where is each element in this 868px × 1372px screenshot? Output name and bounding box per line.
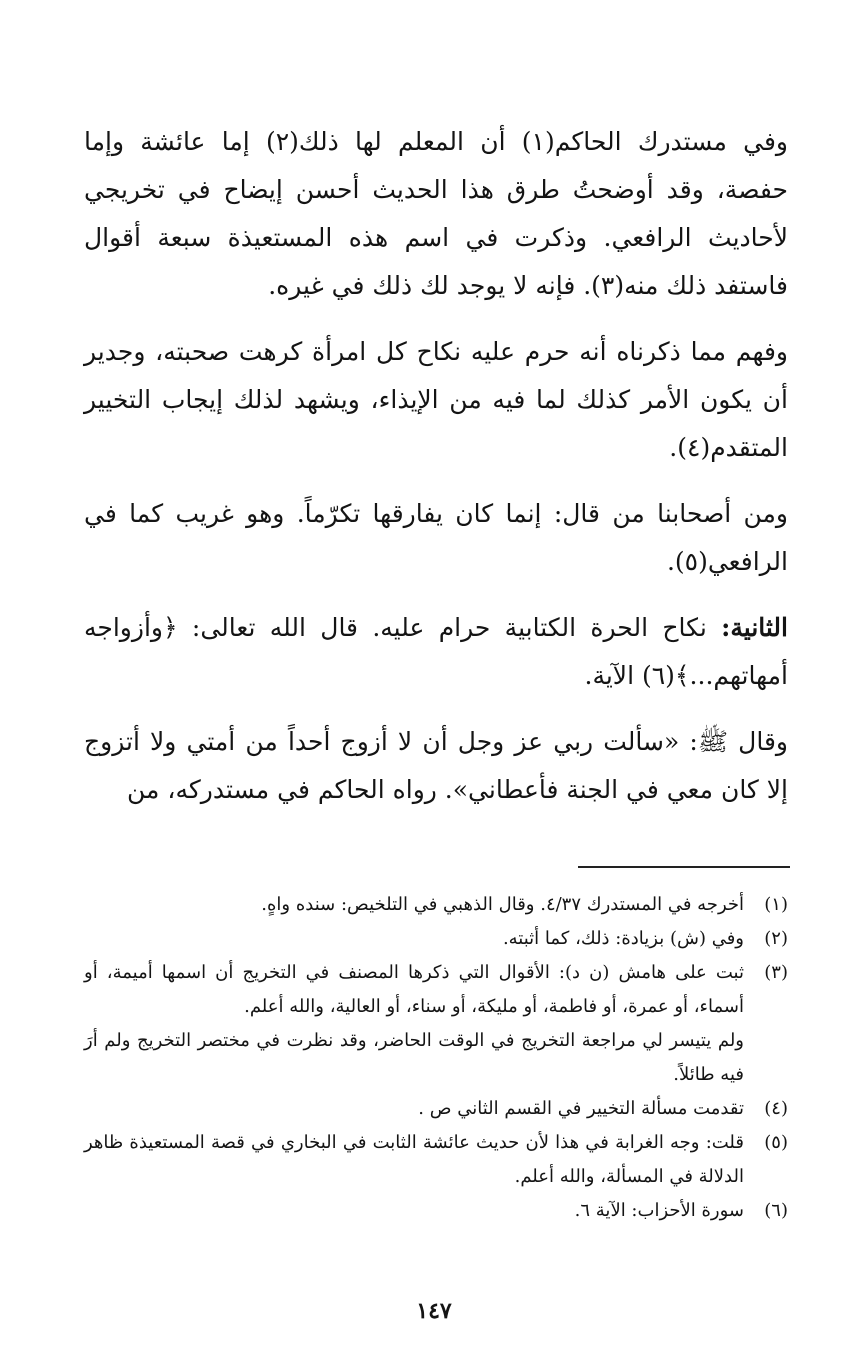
footnote-text: ولم يتيسر لي مراجعة التخريج في الوقت الحاضر، وقد نظرت في مختصر التخريج ولم أرَ فيه طائلاً. [84,1030,744,1085]
footnote-text: أخرجه في المستدرك ٤/٣٧. وقال الذهبي في التلخيص: سنده واهٍ. [261,894,744,915]
footnote-text: تقدمت مسألة التخيير في القسم الثاني ص . [418,1098,744,1119]
footnote-number: (٦) [764,1200,788,1221]
footnote-number: (٣) [764,962,788,983]
footnote-text: قلت: وجه الغرابة في هذا لأن حديث عائشة الثابت في البخاري في قصة المستعيذة ظاهر الدلالة في المسألة، والله أعلم. [84,1132,744,1187]
footnotes [84,888,788,1228]
section-heading: الثانية: [721,613,788,642]
footnote-2 [84,922,788,956]
paragraph-3: ومن أصحابنا من قال: إنما كان يفارقها تكرّماً. وهو غريب كما في الرافعي(٥). [84,499,788,576]
paragraph-4 [84,604,788,700]
paragraph-2: وفهم مما ذكرناه أنه حرم عليه نكاح كل امرأة كرهت صحبته، وجدير أن يكون الأمر كذلك لما فيه من الإيذاء، ويشهد لذلك إيجاب التخيير المتقدم(٤). [84,337,788,462]
footnote-3 [84,956,788,1092]
footnote-number: (٢) [764,928,788,949]
footnote-text: ثبت على هامش (ن د): الأقوال التي ذكرها المصنف في التخريج أن اسمها أميمة، أو أسماء، أو عمرة، أو فاطمة، أو مليكة، أو سناء، أو العالية، والله أعلم. [84,962,744,1017]
footnote-number: (٤) [764,1098,788,1119]
footnote-6 [84,1194,788,1228]
paragraph-1: وفي مستدرك الحاكم(١) أن المعلم لها ذلك(٢) إما عائشة وإما حفصة، وقد أوضحتُ طرق هذا الحديث أحسن إيضاح في تخريجي لأحاديث الرافعي. وذكرت في اسم هذه المستعيذة سبعة أقوال فاستفد ذلك منه(٣). فإنه لا يوجد لك ذلك في غيره. [84,127,789,300]
footnote-5 [84,1126,788,1194]
footnote-text: سورة الأحزاب: الآية ٦. [574,1200,744,1221]
section-text: نكاح الحرة الكتابية حرام عليه. قال الله تعالى: ﴿وأزواجه أمهاتهم...﴾(٦) الآية. [84,613,788,690]
footnote-1 [84,888,788,922]
footnote-4 [84,1092,788,1126]
footnote-text: وفي (ش) بزيادة: ذلك، كما أثبته. [502,928,744,949]
main-text [84,118,788,832]
paragraph-5: وقال ﷺ: «سألت ربي عز وجل أن لا أزوج أحداً من أمتي ولا أتزوج إلا كان معي في الجنة فأعطاني». رواه الحاكم في مستدركه، من [84,727,788,804]
footnote-number: (١) [764,894,788,915]
footnote-number: (٥) [764,1132,788,1153]
footnote-divider [578,866,790,868]
page-number: ١٤٧ [416,1298,452,1324]
